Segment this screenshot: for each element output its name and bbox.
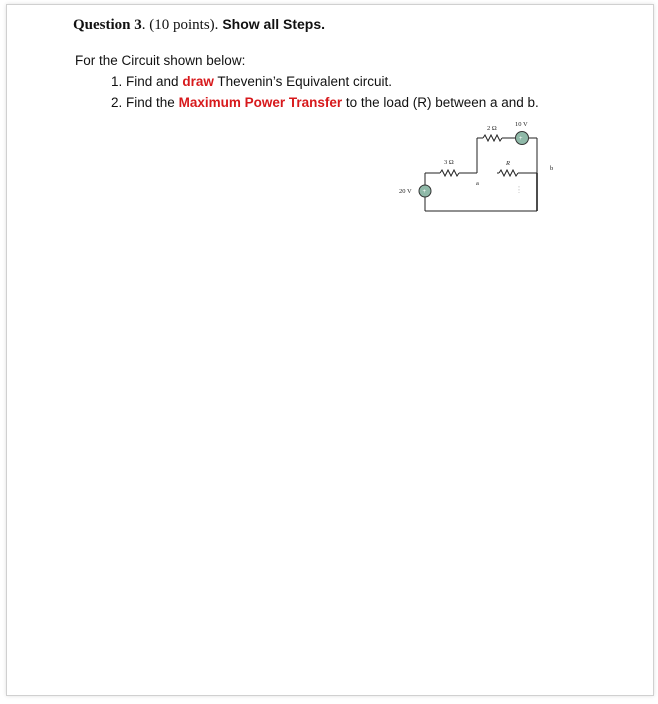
svg-text:+: + xyxy=(519,136,523,142)
question-title xyxy=(73,16,325,34)
question-points: . (10 points). xyxy=(141,17,219,33)
list-item xyxy=(111,95,539,110)
intro-text: For the Circuit shown below: xyxy=(75,53,246,68)
label-20v: 20 V xyxy=(399,188,412,195)
resistor-2ohm xyxy=(483,135,502,141)
label-r: R xyxy=(506,160,510,167)
label-node-b: b xyxy=(550,165,554,172)
item-text: Find and xyxy=(126,74,179,89)
item-highlight: draw xyxy=(182,74,214,89)
resistor-3ohm xyxy=(440,170,459,176)
list-item xyxy=(111,74,392,89)
label-10v: 10 V xyxy=(515,121,528,128)
question-instruction: Show all Steps. xyxy=(222,16,326,32)
question-number: Question 3 xyxy=(73,17,142,33)
item-text: Find the xyxy=(126,95,175,110)
resistor-load xyxy=(499,170,518,176)
circuit-diagram xyxy=(387,113,567,223)
label-node-a: a xyxy=(476,180,479,187)
item-text: Thevenin’s Equivalent circuit. xyxy=(217,74,392,89)
item-highlight: Maximum Power Transfer xyxy=(178,95,343,110)
svg-text:+: + xyxy=(422,189,427,195)
document-page xyxy=(6,4,654,696)
item-text: to the load (R) between a and b. xyxy=(345,95,539,110)
label-3ohm: 3 Ω xyxy=(444,159,454,166)
item-number: 1. xyxy=(111,74,123,89)
item-number: 2. xyxy=(111,95,123,110)
label-2ohm: 2 Ω xyxy=(487,125,497,132)
